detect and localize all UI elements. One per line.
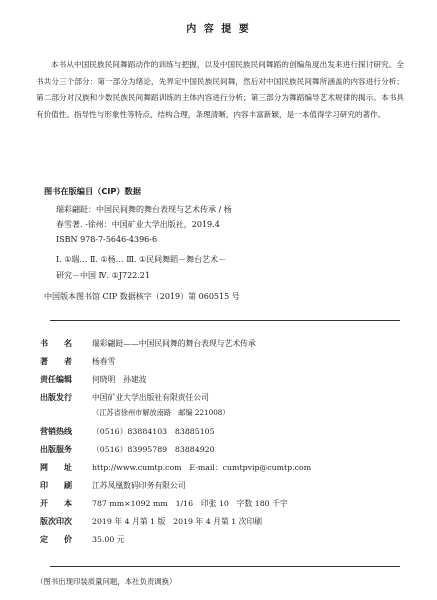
pub-label: 网 址	[40, 463, 72, 472]
pub-value: 杨春雪	[92, 357, 116, 366]
pub-label: 定 价	[40, 535, 72, 544]
pub-label: 出版发行	[40, 393, 72, 402]
cip-line: 春雪著. -徐州：中国矿业大学出版社，2019.4	[56, 220, 220, 229]
pub-value: 中国矿业大学出版社有限责任公司	[92, 393, 209, 402]
pub-value: http://www.cumtp.com E-mail：cumtpvip@cumtp.com	[92, 463, 312, 472]
pub-label: 责任编辑	[40, 375, 72, 384]
pub-label: 出版服务	[40, 445, 72, 454]
pub-value: 瑞彩翩跹——中国民间舞的舞台表现与艺术传承	[92, 339, 256, 348]
pub-label: 书 名	[40, 339, 72, 348]
cip-record: 中国版本图书馆 CIP 数据核字（2019）第 060515 号	[44, 292, 240, 301]
cip-line: ISBN 978-7-5646-4396-6	[56, 235, 158, 244]
abstract-body: 本书从中国民族民间舞蹈动作的训练与把握，以及中国民族民间舞蹈的创编角度出发来进行探讨研究。全书共分三个部分：第一部分为绪论，先界定中国民族民间舞，然后对中国民族民间舞所涵盖的内容进行分析；第二部分对汉族和少数民族民间舞蹈训练的主体内容进行分析；第三部分为舞蹈编导艺术规律的揭示。本书具有价值性、指导性与形象性等特点，结构合理，条理清晰，内容丰富新颖，是一本值得学习研究的著作。	[36, 60, 404, 119]
pub-value: （江苏省徐州市解放南路 邮编 221008）	[92, 408, 230, 417]
cip-line: Ⅰ. ①瑞… Ⅱ. ①杨… Ⅲ. ①民间舞蹈－舞台艺术－	[56, 255, 227, 264]
quality-note: （图书出现印装质量问题，本社负责调换）	[36, 577, 177, 586]
abstract-title: 内 容 提 要	[186, 24, 251, 35]
pub-value: （0516）83884103 83885105	[92, 427, 215, 436]
pub-label: 营销热线	[40, 427, 72, 436]
divider	[50, 320, 400, 321]
cip-title: 图书在版编目（CIP）数据	[44, 186, 141, 196]
cip-entry	[56, 204, 396, 285]
pub-label: 版次印次	[40, 517, 72, 526]
pub-label: 印 刷	[40, 481, 72, 490]
pub-value: 何晓明 孙建波	[92, 375, 147, 384]
pub-value: （0516）83995789 83884920	[92, 445, 215, 454]
pub-value: 787 mm×1092 mm 1/16 印张 10 字数 180 千字	[92, 499, 288, 508]
pub-value: 江苏凤凰数码印务有限公司	[92, 481, 186, 490]
pub-label: 著 者	[40, 357, 72, 366]
cip-line: 瑞彩翩跹：中国民间舞的舞台表现与艺术传承 / 杨	[56, 205, 232, 214]
pub-value: 2019 年 4 月第 1 版 2019 年 4 月第 1 次印刷	[92, 517, 263, 526]
divider	[50, 566, 400, 567]
pub-label: 开 本	[40, 499, 72, 508]
pub-value: 35.00 元	[92, 535, 125, 544]
cip-line: 研究－中国 Ⅳ. ①J722.21	[56, 271, 150, 280]
